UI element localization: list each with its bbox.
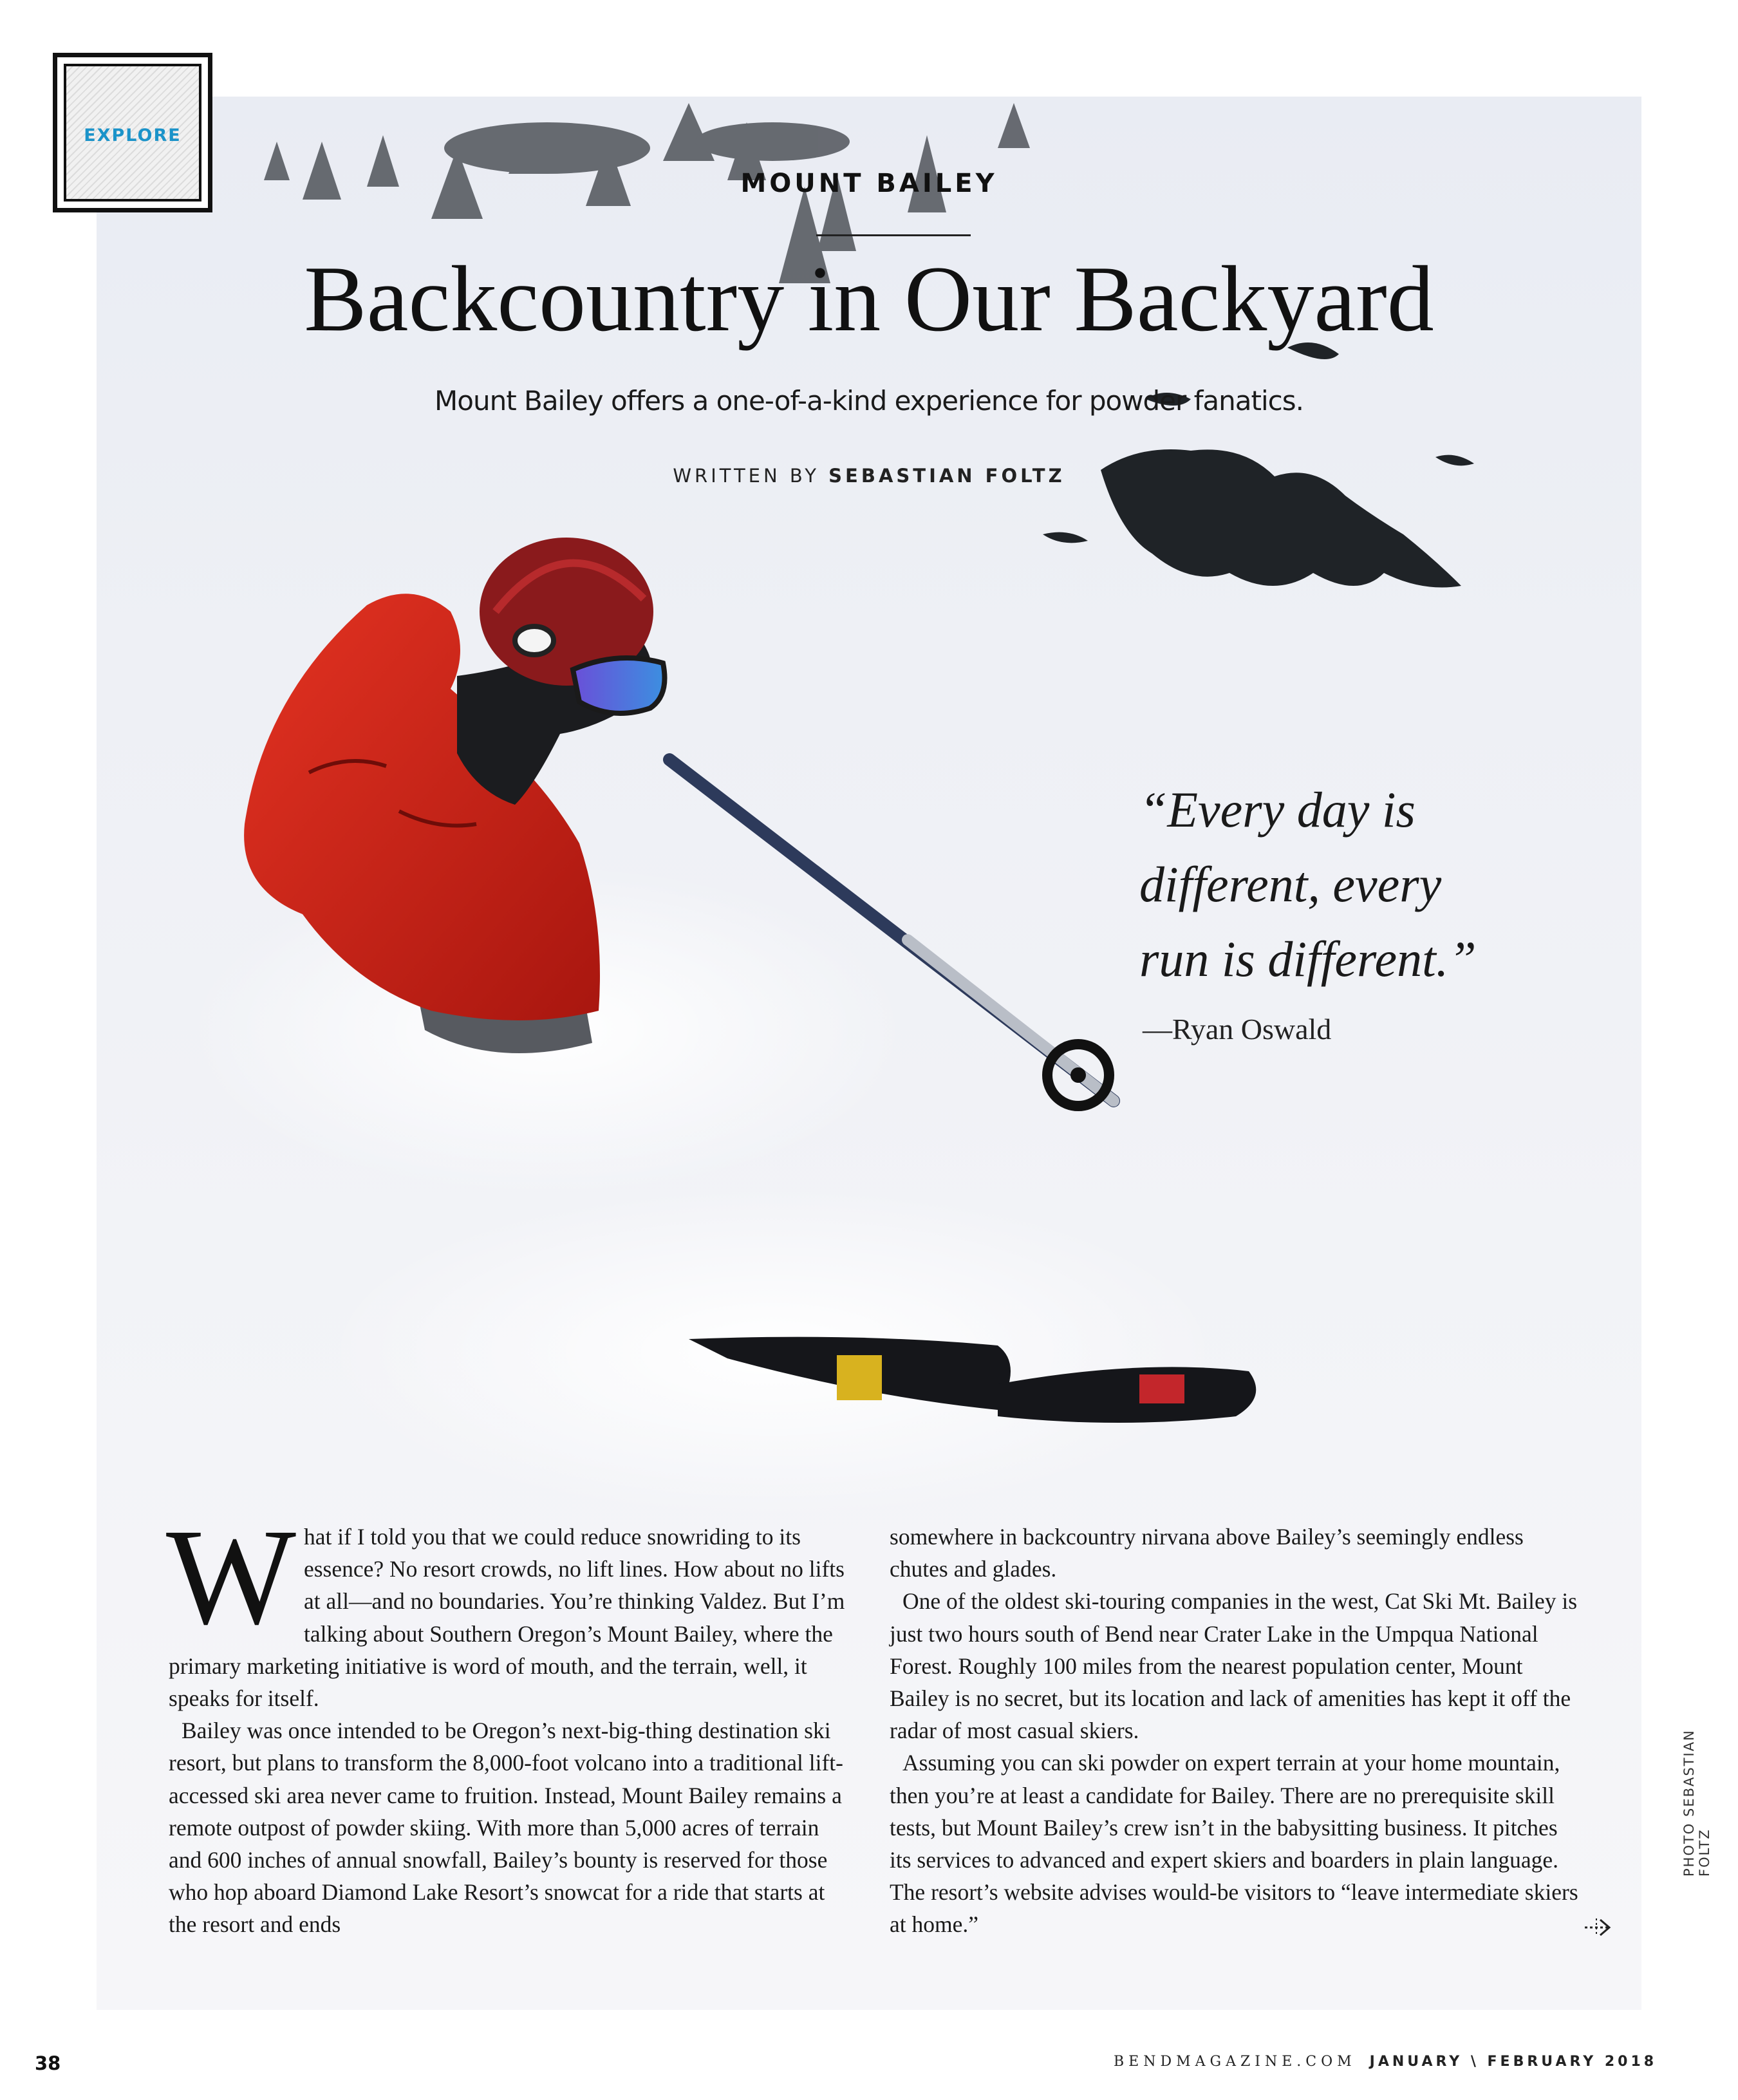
section-label: EXPLORE bbox=[84, 126, 182, 145]
page-footer bbox=[1114, 2054, 1657, 2070]
footer-site: BENDMAGAZINE.COM bbox=[1114, 2054, 1356, 2070]
body-paragraph: One of the oldest ski-touring companies in the west, Cat Ski Mt. Bailey is just two hours south of Bend near Crater Lake in the Umpqua National Forest. Roughly 100 miles from the nearest population center, Mount Bailey is no secret, but its location and lack of amenities has kept it off the radar of most casual skiers. bbox=[890, 1588, 1578, 1744]
byline-prefix: WRITTEN BY bbox=[673, 465, 819, 487]
byline bbox=[0, 465, 1738, 487]
pull-quote: “Every day is different, every run is different.” bbox=[1139, 782, 1477, 987]
article-kicker: MOUNT BAILEY bbox=[740, 169, 998, 198]
body-paragraph: Assuming you can ski powder on expert terrain at your home mountain, then you’re at least a candidate for Bailey. There are no prerequisite skill tests, but Mount Bailey’s crew isn’t in the babysitting business. It pitches its services to advanced and expert skiers and boarders in plain language. The resort’s website advises would-be visitors to “leave intermediate skiers at home.” bbox=[890, 1750, 1578, 1938]
body-paragraph: somewhere in backcountry nirvana above Bailey’s seemingly endless chutes and glades. bbox=[890, 1524, 1524, 1582]
body-paragraph: What if I told you that we could reduce snowriding to its essence? No resort crowds, no lift lines. How about no lifts at all—and no boundaries. You’re thinking Valdez. But I’m talking about Southern Oregon’s Mount Bailey, where the primary marketing initiative is word of mouth, and the terrain, well, it speaks for itself. bbox=[166, 1501, 845, 1712]
drop-cap: W bbox=[166, 1501, 296, 1653]
footer-issue: JANUARY \ FEBRUARY 2018 bbox=[1369, 2054, 1658, 2070]
body-paragraph: Bailey was once intended to be Oregon’s next-big-thing destination ski resort, but plans to transform the 8,000-foot volcano into a traditional lift-accessed ski area never came to fruition. Instead, Mount Bailey remains a remote outpost of powder skiing. With more than 5,000 acres of terrain and 600 inches of annual snowfall, Bailey’s bounty is reserved for those who hop aboard Diamond Lake Resort’s snowcat for a ride that starts at the resort and ends bbox=[169, 1718, 843, 1938]
photo-credit: PHOTO SEBASTIAN FOLTZ bbox=[1681, 1729, 1712, 1877]
page-number: 38 bbox=[35, 2052, 61, 2074]
article-dek: Mount Bailey offers a one-of-a-kind experience for powder fanatics. bbox=[434, 385, 1304, 417]
byline-author: SEBASTIAN FOLTZ bbox=[828, 465, 1065, 487]
kicker-divider bbox=[816, 234, 971, 236]
article-headline: Backcountry in Our Backyard bbox=[304, 247, 1434, 351]
body-column-right bbox=[890, 1521, 1585, 1941]
continue-arrow-icon bbox=[1584, 1913, 1612, 1942]
goggles bbox=[573, 658, 665, 713]
body-column-left bbox=[166, 1501, 851, 1941]
pull-quote-attribution: —Ryan Oswald bbox=[1143, 1013, 1332, 1045]
